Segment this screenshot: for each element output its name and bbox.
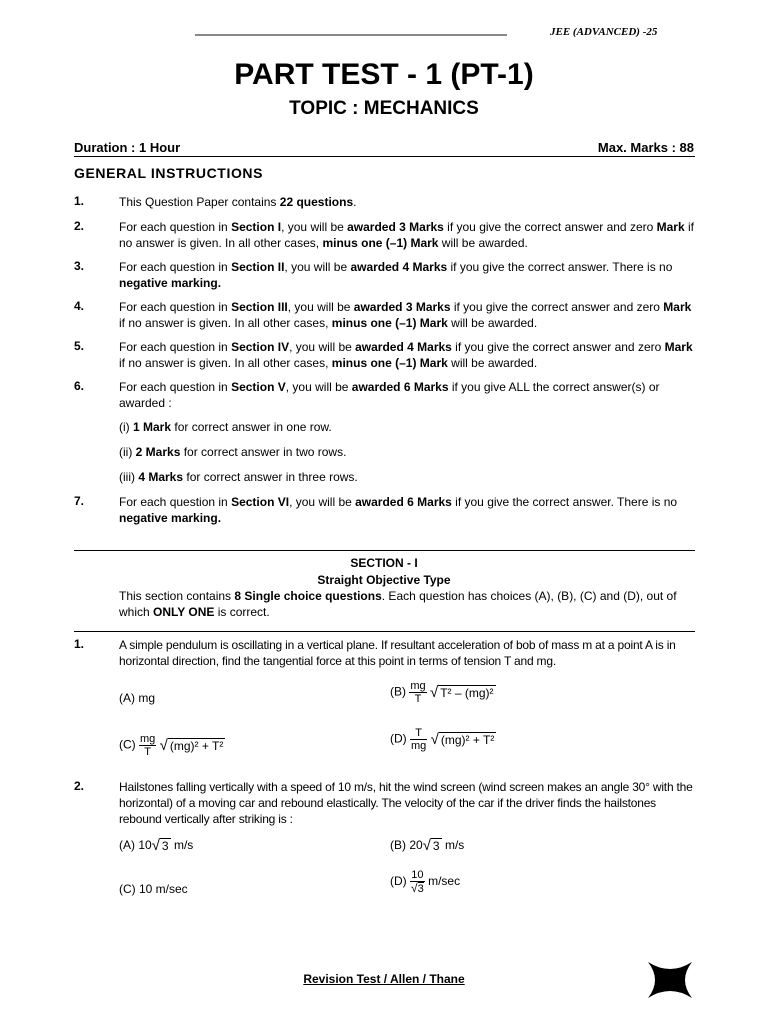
- bold-phrase: Section V: [231, 380, 286, 394]
- bold-phrase: 4 Marks: [138, 470, 184, 484]
- text-run: . Each question has choices (A), (B), (C) and (D), out of which: [119, 589, 677, 619]
- bold-phrase: minus one (–1) Mark: [322, 236, 439, 250]
- radicand: 3: [432, 838, 440, 853]
- instruction-text: [119, 494, 695, 526]
- fraction: [410, 727, 427, 752]
- text-run: , you will be: [284, 260, 351, 274]
- text-run: , you will be: [287, 300, 354, 314]
- sub-item: [119, 419, 332, 435]
- numerator: mg: [140, 733, 156, 745]
- section-title: SECTION - I: [350, 556, 418, 570]
- instruction-number: 6.: [74, 379, 85, 393]
- text-run: For each question in: [119, 300, 232, 314]
- text-run: for correct answer in two rows.: [180, 445, 347, 459]
- text-run: will be awarded.: [438, 236, 528, 250]
- text-run: For each question in: [119, 495, 232, 509]
- unit: m/sec: [428, 874, 461, 889]
- text-run: if you give the correct answer and zero: [450, 300, 664, 314]
- instruction-number: 5.: [74, 339, 85, 353]
- text-run: if you give the correct answer. There is no: [447, 260, 673, 274]
- instruction-text: [119, 194, 695, 210]
- text-run: , you will be: [289, 340, 356, 354]
- text-run: if no answer is given. In all other cases,: [119, 316, 332, 330]
- instruction-text: [119, 259, 695, 291]
- radical: √ (mg)² + T²: [430, 730, 495, 748]
- instruction-text: [119, 379, 695, 411]
- bold-phrase: negative marking.: [119, 276, 222, 290]
- bold-phrase: awarded 4 Marks: [350, 260, 448, 274]
- bold-phrase: Section II: [231, 260, 285, 274]
- max-marks: Max. Marks : 88: [597, 140, 694, 155]
- bold-phrase: awarded 3 Marks: [353, 300, 451, 314]
- option-value: (B) 20: [390, 838, 423, 852]
- radical: √ (mg)² + T²: [159, 736, 224, 754]
- sub-item: [119, 444, 346, 460]
- fraction: [409, 680, 426, 705]
- text-run: (iii): [119, 470, 139, 484]
- instruction-number: 7.: [74, 494, 85, 508]
- bold-phrase: 1 Mark: [133, 420, 172, 434]
- text-run: if no answer is given. In all other cases,: [119, 220, 694, 250]
- numerator: T: [410, 727, 427, 740]
- option-b: [390, 680, 496, 705]
- text-run: , you will be: [285, 380, 352, 394]
- instruction-text: [119, 339, 695, 371]
- duration: Duration : 1 Hour: [74, 140, 181, 155]
- bold-phrase: minus one (–1) Mark: [331, 356, 448, 370]
- denominator: T: [144, 746, 152, 758]
- denominator: √3: [411, 881, 424, 895]
- bold-phrase: awarded 4 Marks: [355, 340, 452, 354]
- option-d: [390, 869, 460, 895]
- instruction-text: [119, 299, 695, 331]
- bold-phrase: minus one (–1) Mark: [331, 316, 448, 330]
- bold-phrase: Section I: [231, 220, 282, 234]
- option-label: (C): [119, 737, 136, 752]
- header-rule: [195, 34, 507, 36]
- bold-phrase: awarded 3 Marks: [347, 220, 444, 234]
- radicand: (mg)² + T²: [440, 732, 495, 747]
- option-label: (D): [390, 731, 407, 746]
- instruction-number: 4.: [74, 299, 85, 313]
- question-text: A simple pendulum is oscillating in a vertical plane. If resultant acceleration of bob of mass m at a point A is in horizontal direction, find the tangential force at this point in terms of tension T and mg.: [119, 638, 676, 668]
- general-instructions-title: GENERAL INSTRUCTIONS: [74, 165, 264, 181]
- footer-text: Revision Test / Allen / Thane: [303, 972, 465, 986]
- text-run: for correct answer in three rows.: [183, 470, 358, 484]
- divider: [74, 631, 695, 632]
- radicand: 3: [161, 838, 169, 853]
- bold-phrase: Section VI: [231, 495, 290, 509]
- fraction: [139, 733, 156, 758]
- text-run: if you give the correct answer and zero: [443, 220, 657, 234]
- text-run: if you give the correct answer and zero: [451, 340, 665, 354]
- text-run: For each question in: [119, 340, 232, 354]
- question-number: 2.: [74, 779, 85, 793]
- bold-phrase: negative marking.: [119, 511, 222, 525]
- instruction-text: [119, 219, 695, 251]
- option-d: [390, 727, 496, 752]
- divider: [74, 550, 695, 551]
- bold-phrase: Mark: [656, 220, 685, 234]
- text-run: For each question in: [119, 260, 232, 274]
- bold-phrase: 8 Single choice questions: [234, 589, 382, 603]
- question-number: 1.: [74, 637, 85, 651]
- radical: √ 3: [422, 836, 440, 854]
- text-run: if you give the correct answer. There is no: [451, 495, 678, 509]
- bold-phrase: Section IV: [231, 340, 290, 354]
- unit: m/s: [173, 838, 194, 852]
- exam-tag: JEE (ADVANCED) -25: [550, 26, 658, 38]
- text-run: will be awarded.: [447, 316, 538, 330]
- text-run: will be awarded.: [447, 356, 538, 370]
- text-run: (ii): [119, 445, 136, 459]
- option-a: (A) mg: [119, 691, 155, 705]
- text-run: for correct answer in one row.: [171, 420, 332, 434]
- sub-item: [119, 469, 358, 485]
- radicand: 3: [417, 883, 424, 895]
- option-b: [390, 837, 464, 854]
- topic-heading: TOPIC : MECHANICS: [289, 98, 479, 119]
- instruction-number: 2.: [74, 219, 85, 233]
- text-run: For each question in: [119, 220, 232, 234]
- option-c: [119, 733, 225, 758]
- text-run: For each question in: [119, 380, 232, 394]
- radicand: (mg)² + T²: [169, 738, 224, 753]
- section-description: [119, 588, 695, 620]
- radical: √ 3: [151, 836, 169, 854]
- bold-phrase: 22 questions: [279, 195, 354, 209]
- option-label: (D): [390, 874, 407, 889]
- instruction-number: 1.: [74, 194, 85, 208]
- unit: m/s: [444, 838, 465, 852]
- text-run: if you give ALL the correct answer(s) or awarded :: [119, 380, 660, 410]
- denominator: T: [414, 693, 422, 705]
- option-a: [119, 837, 193, 854]
- numerator: 10: [411, 869, 424, 881]
- bold-phrase: 2 Marks: [135, 445, 181, 459]
- fraction: [410, 869, 425, 895]
- text-run: is correct.: [214, 605, 270, 619]
- option-label: (B): [390, 684, 406, 699]
- instruction-number: 3.: [74, 259, 85, 273]
- page-title: PART TEST - 1 (PT-1): [234, 58, 534, 91]
- bold-phrase: Mark: [663, 300, 692, 314]
- radicand: T² – (mg)²: [440, 685, 494, 700]
- denominator: mg: [411, 740, 427, 752]
- allen-star-logo: [646, 960, 694, 1000]
- bold-phrase: Section III: [231, 300, 288, 314]
- radical: √ T² – (mg)²: [429, 683, 494, 701]
- bold-phrase: awarded 6 Marks: [355, 495, 452, 509]
- text-run: This section contains: [119, 589, 235, 603]
- text-run: (i): [119, 420, 133, 434]
- text-run: This Question Paper contains: [119, 195, 280, 209]
- bold-phrase: ONLY ONE: [153, 605, 215, 619]
- numerator: mg: [410, 680, 426, 692]
- bold-phrase: awarded 6 Marks: [351, 380, 449, 394]
- text-run: , you will be: [281, 220, 348, 234]
- question-text: Hailstones falling vertically with a speed of 10 m/s, hit the wind screen (wind screen makes an angle 30° with the horizontal) of a moving car and rebound elastically. The velocity of the car if the driver finds the hailstones rebound vertically after striking is :: [119, 780, 693, 826]
- text-run: , you will be: [289, 495, 356, 509]
- option-c: (C) 10 m/sec: [119, 882, 188, 896]
- section-subtitle: Straight Objective Type: [317, 573, 451, 587]
- bold-phrase: Mark: [664, 340, 693, 354]
- divider: [74, 156, 695, 157]
- text-run: if no answer is given. In all other cases,: [119, 356, 332, 370]
- text-run: .: [353, 195, 357, 209]
- option-value: (A) 10: [119, 838, 152, 852]
